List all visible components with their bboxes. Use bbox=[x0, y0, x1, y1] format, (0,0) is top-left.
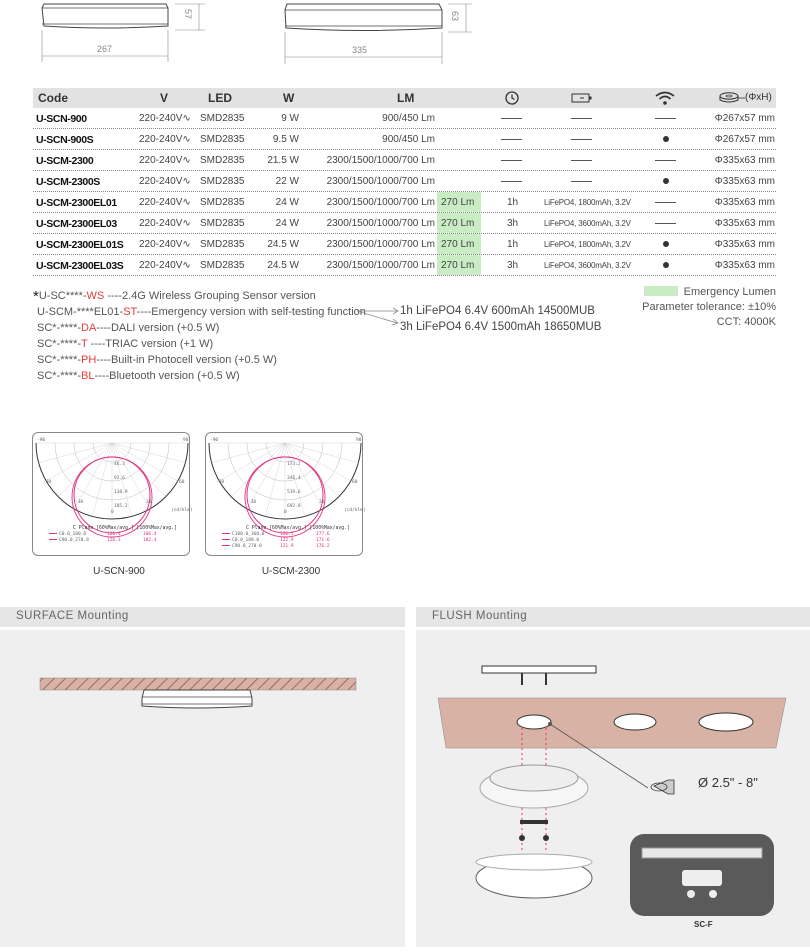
cell-size: Φ335x63 mm bbox=[714, 260, 775, 271]
table-header bbox=[33, 88, 776, 108]
sensor-dot bbox=[663, 136, 669, 142]
ring-label: 46.3 bbox=[114, 462, 125, 467]
note-suffix: BL bbox=[81, 370, 95, 382]
plane-value: 182.4 bbox=[143, 538, 157, 543]
empty-dash bbox=[571, 160, 592, 161]
plane-value: 177.6 bbox=[316, 532, 330, 537]
cell-code: U-SCM-2300EL01S bbox=[36, 239, 124, 251]
note-text: ----2.4G Wireless Grouping Sensor version bbox=[104, 290, 316, 302]
battery-options bbox=[400, 303, 601, 335]
flush-mounting-panel bbox=[416, 630, 810, 947]
legend-emergency bbox=[642, 285, 776, 300]
cell-size: Φ335x63 mm bbox=[714, 218, 775, 229]
note-suffix: T bbox=[81, 338, 88, 350]
angle-label: 0 bbox=[111, 510, 114, 515]
table-row bbox=[33, 150, 776, 171]
empty-dash bbox=[571, 139, 592, 140]
battery-option: 3h LiFePO4 6.4V 1500mAh 18650MUB bbox=[400, 321, 602, 333]
unit-label: (cd/klm) bbox=[344, 508, 366, 513]
empty-dash bbox=[571, 181, 592, 182]
cell-voltage: 220-240V∿ bbox=[139, 113, 191, 124]
table-row bbox=[33, 213, 776, 234]
note-suffix: WS bbox=[86, 290, 105, 302]
cell-code: U-SCM-2300 bbox=[36, 155, 94, 167]
header-code: Code bbox=[38, 91, 68, 105]
cell-battery: LiFePO4, 1800mAh, 3.2V bbox=[544, 240, 631, 249]
cell-led: SMD2835 bbox=[200, 197, 245, 208]
empty-dash bbox=[501, 139, 522, 140]
cell-duration: 1h bbox=[507, 197, 519, 208]
note-text: ----Emergency version with self-testing function bbox=[136, 306, 366, 318]
cell-code: U-SCM-2300EL01 bbox=[36, 197, 117, 209]
cell-size: Φ335x63 mm bbox=[714, 155, 775, 166]
surface-mounting-diagram bbox=[0, 630, 405, 947]
plane-name: C90.0_270.0 bbox=[232, 544, 262, 549]
radial-line bbox=[265, 443, 285, 516]
header-voltage: V bbox=[160, 91, 169, 105]
ring-label: 92.6 bbox=[114, 476, 125, 481]
cell-watt: 22 W bbox=[275, 176, 299, 187]
cell-led: SMD2835 bbox=[200, 176, 245, 187]
note-text: ----Built-in Photocell version (+0.5 W) bbox=[96, 354, 277, 366]
note-prefix: SC*-****- bbox=[37, 322, 82, 334]
cell-battery: LiFePO4, 3600mAh, 3.2V bbox=[544, 219, 631, 228]
table-row bbox=[33, 171, 776, 192]
cell-voltage: 220-240V∿ bbox=[139, 260, 191, 271]
cell-watt: 21.5 W bbox=[267, 155, 299, 166]
plane-value: 122.5 bbox=[280, 532, 294, 537]
dimension-drawings bbox=[0, 0, 810, 70]
cell-code: U-SCN-900 bbox=[36, 113, 87, 125]
polar-diagram bbox=[206, 433, 364, 557]
plane-header: C Plane [60%Max/avg.] [100%Max/avg.] bbox=[246, 526, 350, 531]
angle-label: 60 bbox=[179, 480, 185, 485]
radial-line bbox=[212, 443, 285, 463]
flush-mounting-title: FLUSH Mounting bbox=[416, 607, 810, 627]
cell-voltage: 220-240V∿ bbox=[139, 197, 191, 208]
cell-lumen: 2300/1500/1000/700 Lm bbox=[326, 197, 435, 208]
sensor-dot bbox=[663, 262, 669, 268]
cell-watt: 24 W bbox=[275, 218, 299, 229]
dim-small-width: 267 bbox=[97, 44, 113, 54]
radial-line bbox=[285, 443, 339, 497]
note-text: ----DALI version (+0.5 W) bbox=[96, 322, 220, 334]
empty-dash bbox=[501, 160, 522, 161]
angle-label: 0 bbox=[284, 510, 287, 515]
note-line bbox=[33, 320, 366, 336]
radial-line bbox=[112, 443, 166, 497]
plane-name: C180.0_360.0 bbox=[232, 532, 265, 537]
polar-label: U-SCM-2300 bbox=[261, 566, 321, 577]
sc-f-label: SC-F bbox=[694, 920, 713, 929]
cell-watt: 24.5 W bbox=[267, 260, 299, 271]
note-prefix: SC*-****- bbox=[37, 338, 82, 350]
cell-emergency-lumen: 270 Lm bbox=[441, 218, 475, 229]
cell-battery: LiFePO4, 1800mAh, 3.2V bbox=[544, 198, 631, 207]
cell-code: U-SCM-2300EL03 bbox=[36, 218, 117, 230]
cell-led: SMD2835 bbox=[200, 260, 245, 271]
cell-lumen: 900/450 Lm bbox=[382, 134, 435, 145]
battery-icon bbox=[571, 92, 593, 104]
radial-line bbox=[112, 443, 185, 463]
note-suffix: DA bbox=[81, 322, 97, 334]
version-notes bbox=[33, 287, 366, 384]
table-row bbox=[33, 192, 776, 213]
unit-label: (cd/klm) bbox=[171, 508, 193, 513]
cell-code: U-SCN-900S bbox=[36, 134, 94, 146]
note-text: ----Bluetooth version (+0.5 W) bbox=[94, 370, 240, 382]
cell-voltage: 220-240V∿ bbox=[139, 176, 191, 187]
dim-large-width: 335 bbox=[352, 45, 368, 55]
note-text: ----TRIAC version (+1 W) bbox=[87, 338, 214, 350]
surface-mounting-panel bbox=[0, 630, 405, 947]
empty-dash bbox=[501, 118, 522, 119]
table-row bbox=[33, 108, 776, 129]
angle-label: 30 bbox=[319, 500, 325, 505]
header-watt: W bbox=[283, 91, 295, 105]
note-line bbox=[33, 287, 366, 304]
radial-line bbox=[58, 443, 112, 497]
cell-lumen: 900/450 Lm bbox=[382, 113, 435, 124]
spec-table bbox=[33, 88, 776, 276]
fixture-size-icon bbox=[718, 91, 746, 105]
surface-mounting-title: SURFACE Mounting bbox=[0, 607, 405, 627]
ring-label: 346.4 bbox=[287, 476, 301, 481]
dim-small-height: 57 bbox=[183, 8, 194, 20]
note-prefix: U-SC****- bbox=[38, 290, 87, 302]
cell-voltage: 220-240V∿ bbox=[139, 134, 191, 145]
cell-watt: 24 W bbox=[275, 197, 299, 208]
note-suffix: PH bbox=[81, 354, 97, 366]
cell-led: SMD2835 bbox=[200, 155, 245, 166]
legend bbox=[642, 285, 776, 330]
polar-chart-scn900 bbox=[32, 432, 193, 556]
cell-emergency-lumen: 270 Lm bbox=[441, 239, 475, 250]
note-suffix: ST bbox=[123, 306, 137, 318]
cell-led: SMD2835 bbox=[200, 218, 245, 229]
angle-label: -60 bbox=[216, 480, 225, 485]
note-line bbox=[33, 304, 366, 320]
radial-line bbox=[92, 443, 112, 516]
angle-label: -90 bbox=[210, 438, 219, 443]
angle-label: 90 bbox=[356, 438, 362, 443]
empty-dash bbox=[655, 223, 676, 224]
cell-emergency-lumen: 270 Lm bbox=[441, 197, 475, 208]
empty-dash bbox=[655, 202, 676, 203]
table-row bbox=[33, 234, 776, 255]
cell-led: SMD2835 bbox=[200, 134, 245, 145]
battery-option: 1h LiFePO4 6.4V 600mAh 14500MUB bbox=[400, 305, 595, 317]
header-lumen: LM bbox=[397, 91, 415, 105]
note-line bbox=[33, 336, 366, 352]
note-prefix: SC*-****- bbox=[37, 354, 82, 366]
empty-dash bbox=[501, 181, 522, 182]
wifi-icon bbox=[654, 90, 676, 106]
legend-cct: CCT: 4000K bbox=[716, 316, 776, 328]
empty-dash bbox=[655, 160, 676, 161]
cell-lumen: 2300/1500/1000/700 Lm bbox=[326, 239, 435, 250]
polar-label: U-SCN-900 bbox=[93, 566, 145, 577]
plane-value: 126.3 bbox=[107, 538, 121, 543]
cell-watt: 24.5 W bbox=[267, 239, 299, 250]
radial-line bbox=[231, 443, 285, 497]
cell-lumen: 2300/1500/1000/700 Lm bbox=[326, 155, 435, 166]
cell-duration: 3h bbox=[507, 218, 519, 229]
angle-label: -60 bbox=[43, 480, 52, 485]
cell-lumen: 2300/1500/1000/700 Lm bbox=[326, 260, 435, 271]
empty-dash bbox=[655, 118, 676, 119]
cell-lumen: 2300/1500/1000/700 Lm bbox=[326, 218, 435, 229]
angle-label: 90 bbox=[183, 438, 189, 443]
cell-led: SMD2835 bbox=[200, 239, 245, 250]
plane-value: 122.9 bbox=[280, 538, 294, 543]
cell-watt: 9.5 W bbox=[272, 134, 299, 145]
plane-value: 176.2 bbox=[316, 544, 330, 549]
legend-emergency-label: Emergency Lumen bbox=[683, 286, 776, 298]
cell-duration: 3h bbox=[507, 260, 519, 271]
ring-label: 519.6 bbox=[287, 490, 301, 495]
radial-line bbox=[285, 443, 358, 463]
plane-value: 126.4 bbox=[107, 532, 121, 537]
polar-diagram bbox=[33, 433, 191, 557]
cell-code: U-SCM-2300S bbox=[36, 176, 100, 188]
dim-large-height: 63 bbox=[450, 10, 461, 22]
cutout-size: Ø 2.5" - 8" bbox=[698, 775, 758, 790]
cell-size: Φ267x57 mm bbox=[714, 113, 775, 124]
header-size: (ΦxH) bbox=[745, 92, 772, 103]
cell-duration: 1h bbox=[507, 239, 519, 250]
cell-size: Φ335x63 mm bbox=[714, 176, 775, 187]
plane-name: C90.0_270.0 bbox=[59, 538, 89, 543]
note-prefix: SC*-****- bbox=[37, 370, 82, 382]
angle-label: 30 bbox=[146, 500, 152, 505]
ring-label: 692.8 bbox=[287, 504, 301, 509]
ring-label: 173.2 bbox=[287, 462, 301, 467]
plane-name: C0.0_180.0 bbox=[59, 532, 87, 537]
radial-line bbox=[39, 443, 112, 463]
cell-size: Φ335x63 mm bbox=[714, 239, 775, 250]
connector-lines bbox=[355, 303, 400, 325]
cell-battery: LiFePO4, 3600mAh, 3.2V bbox=[544, 261, 631, 270]
sensor-dot bbox=[663, 241, 669, 247]
note-star: * bbox=[33, 288, 39, 305]
cell-voltage: 220-240V∿ bbox=[139, 155, 191, 166]
plane-value: 171.6 bbox=[316, 538, 330, 543]
table-row bbox=[33, 255, 776, 276]
empty-dash bbox=[571, 118, 592, 119]
note-line bbox=[33, 352, 366, 368]
angle-label: -30 bbox=[75, 500, 84, 505]
legend-tolerance: Parameter tolerance: ±10% bbox=[642, 301, 776, 313]
cell-lumen: 2300/1500/1000/700 Lm bbox=[326, 176, 435, 187]
note-prefix: U-SCM-****EL01- bbox=[37, 306, 124, 318]
sensor-dot bbox=[663, 178, 669, 184]
plane-name: C0.0_180.0 bbox=[232, 538, 260, 543]
emergency-swatch bbox=[644, 286, 678, 296]
plane-header: C Plane [60%Max/avg.] [100%Max/avg.] bbox=[73, 526, 177, 531]
cell-size: Φ335x63 mm bbox=[714, 197, 775, 208]
polar-chart-scm2300 bbox=[205, 432, 366, 556]
clock-icon bbox=[504, 90, 520, 106]
header-led: LED bbox=[208, 91, 232, 105]
cell-emergency-lumen: 270 Lm bbox=[441, 260, 475, 271]
angle-label: -90 bbox=[37, 438, 46, 443]
cell-voltage: 220-240V∿ bbox=[139, 218, 191, 229]
angle-label: -30 bbox=[248, 500, 257, 505]
angle-label: 60 bbox=[352, 480, 358, 485]
ring-label: 138.9 bbox=[114, 490, 128, 495]
plane-value: 121.9 bbox=[280, 544, 294, 549]
note-line bbox=[33, 368, 366, 384]
cell-led: SMD2835 bbox=[200, 113, 245, 124]
plane-value: 186.4 bbox=[143, 532, 157, 537]
ring-label: 185.2 bbox=[114, 504, 128, 509]
cell-voltage: 220-240V∿ bbox=[139, 239, 191, 250]
cell-watt: 9 W bbox=[281, 113, 299, 124]
cell-code: U-SCM-2300EL03S bbox=[36, 260, 124, 272]
table-row bbox=[33, 129, 776, 150]
cell-size: Φ267x57 mm bbox=[714, 134, 775, 145]
